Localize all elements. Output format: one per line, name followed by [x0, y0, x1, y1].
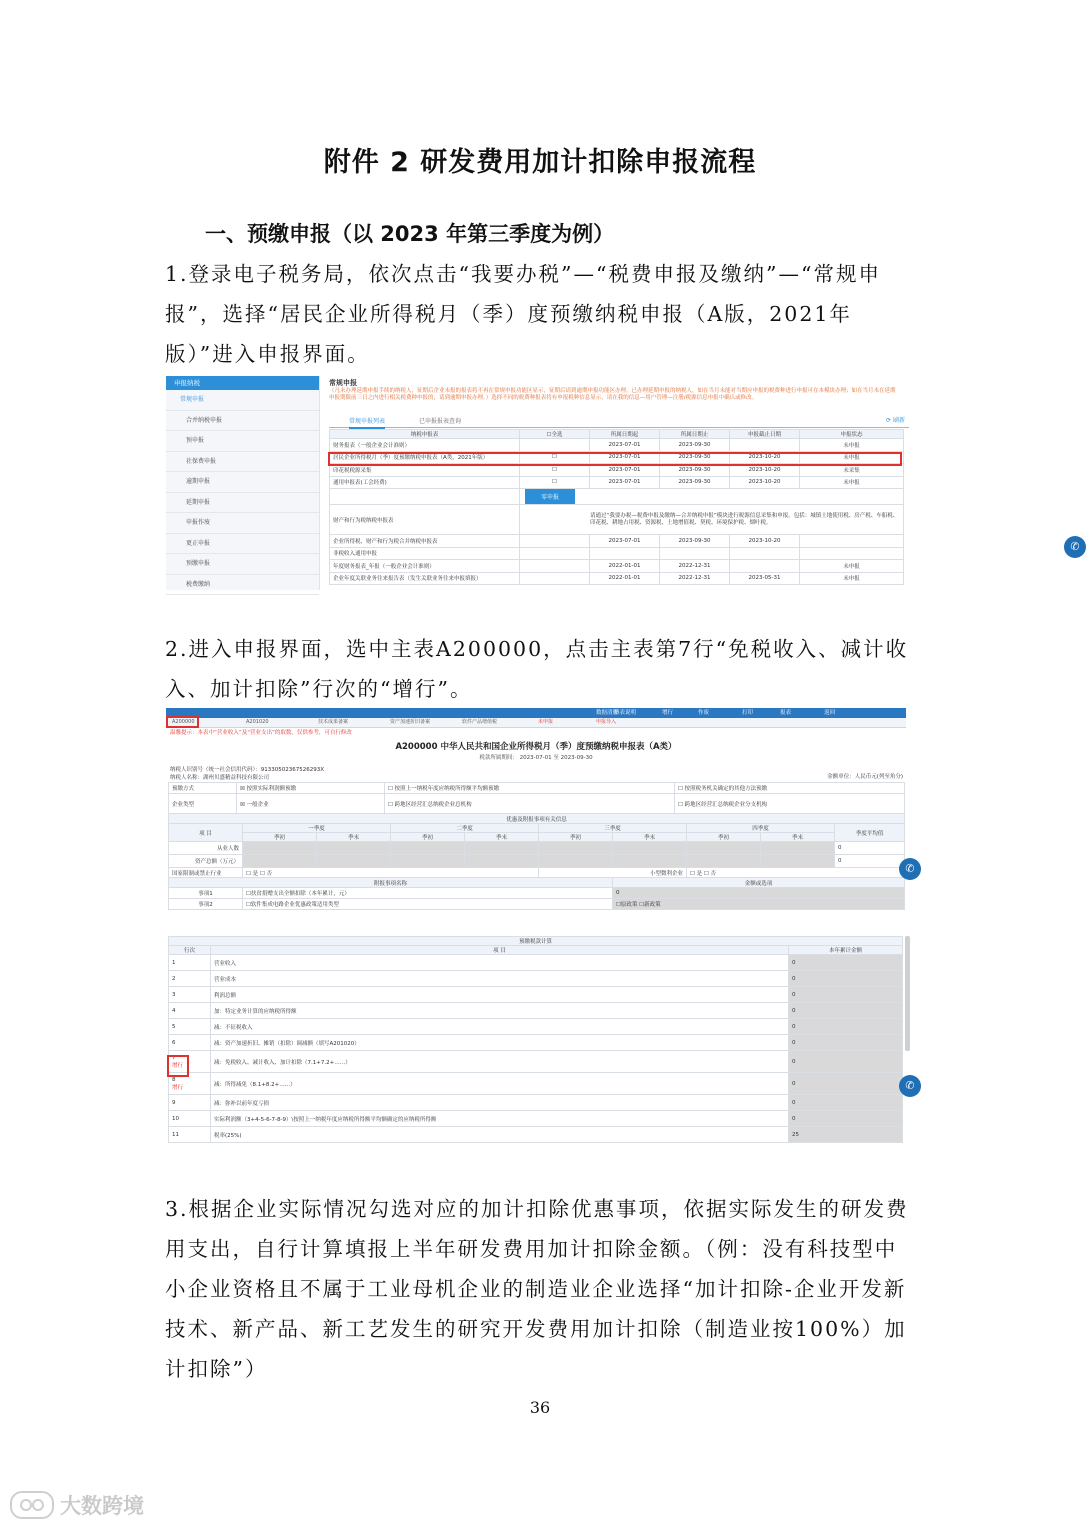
section-heading: 一、预缴申报（以 2023 年第三季度为例）	[205, 222, 615, 246]
value-cell[interactable]	[761, 855, 835, 868]
method-option-3[interactable]: ☐ 按照税务机关确定的其他方法预缴	[675, 783, 905, 794]
refresh-label: 刷新	[892, 417, 905, 424]
table-cell: 2022-12-31	[660, 560, 730, 573]
add-row-link[interactable]: 增行	[172, 1062, 184, 1069]
value-cell[interactable]	[317, 855, 391, 868]
value-cell[interactable]	[613, 842, 687, 855]
q1-header: 一季度	[243, 824, 391, 833]
main-panel	[319, 376, 1080, 590]
value-cell[interactable]	[687, 855, 761, 868]
watermark	[10, 1490, 144, 1520]
column-header: 纳税申报表	[330, 430, 520, 439]
sidebar-item[interactable]: 预申报	[166, 431, 319, 452]
restricted-no[interactable]: ☐ 否	[259, 870, 273, 877]
highlight-tab-box	[166, 716, 199, 728]
table-cell[interactable]	[520, 572, 590, 585]
toolbar-button[interactable]: 报表	[780, 710, 792, 716]
table-cell: 2023-07-01	[590, 464, 660, 477]
table-cell	[800, 547, 904, 560]
attach-name[interactable]: ☐软件集成电路企业优惠政策适用类型	[243, 899, 613, 910]
row-item: 营业收入	[211, 955, 789, 971]
help-float-icon[interactable]: ✆	[1064, 536, 1086, 558]
row-amount[interactable]: 0	[789, 1051, 903, 1073]
table-cell: 2023-05-31	[730, 572, 800, 585]
table-cell: 非税收入通用申报	[330, 547, 520, 560]
quarter-subcolumn: 季末	[761, 833, 835, 842]
table-row[interactable]	[169, 1003, 903, 1019]
row-number: 2	[172, 975, 176, 982]
table-cell	[730, 439, 800, 452]
sidebar-item[interactable]: 申报作废	[166, 513, 319, 534]
highlight-box	[328, 452, 902, 466]
type-label: 企业类型	[169, 794, 237, 814]
value-cell[interactable]	[613, 855, 687, 868]
row-amount[interactable]: 0	[789, 1095, 903, 1111]
table-row[interactable]	[169, 955, 903, 971]
refresh-link[interactable]: ⟳ 刷新	[886, 417, 905, 424]
row-amount[interactable]: 0	[789, 1111, 903, 1127]
table-cell: 企业年度关联业务往来报告表（发生关联业务往来申报填报）	[330, 572, 520, 585]
column-header: 申报状态	[800, 430, 904, 439]
form-period: 税款所属期间： 2023-07-01 至 2023-09-30	[479, 755, 593, 761]
item-header: 项 目	[169, 824, 243, 842]
row-item: 实际利润额（3+4-5-6-7-8-9）\按照上一纳税年度应纳税所得额平均额确定的应纳税所得额	[211, 1111, 789, 1127]
sidebar-item[interactable]: 逾期申报	[166, 472, 319, 493]
step-2-text: 2.进入申报界面，选中主表A200000，点击主表第7行“免税收入、减计收入、加计扣除”行次的“增行”。	[165, 637, 909, 701]
table-cell: 2022-01-01	[590, 560, 660, 573]
row-amount[interactable]: 25	[789, 1127, 903, 1143]
sidebar-item[interactable]: 社保费申报	[166, 452, 319, 473]
quarter-subcolumn: 季末	[465, 833, 539, 842]
column-header: 所属日期起	[590, 430, 660, 439]
table-row[interactable]	[330, 547, 904, 560]
combined-note: 请通过“我要办税—税费申报及缴纳—合并纳税申报”模块进行税源信息采集和申报。包括：城镇土地使用税、房产税、车船税、印花税、耕地占用税、资源税、土地增值税、契税、环境保护税、烟叶税。	[520, 505, 904, 535]
small-yes[interactable]: ☐ 是	[690, 870, 703, 877]
col-amount-header: 本年累计金额	[789, 946, 903, 955]
q2-header: 二季度	[391, 824, 539, 833]
form-tab[interactable]: A200000	[172, 719, 195, 725]
column-header: 所属日期止	[660, 430, 730, 439]
col-row-header: 行次	[169, 946, 211, 955]
row-number: 1	[172, 959, 176, 966]
sidebar-item[interactable]: 更正申报	[166, 534, 319, 555]
row-item: 加：特定业务计算的应纳税所得额	[211, 1003, 789, 1019]
help-float-icon[interactable]: ✆	[899, 858, 921, 880]
row-amount[interactable]: 0	[789, 1035, 903, 1051]
row-item: 减：所得减免（8.1+8.2+……）	[211, 1073, 789, 1095]
table-row[interactable]	[169, 1095, 903, 1111]
row-number-cell	[169, 987, 211, 1003]
table-row[interactable]	[169, 1019, 903, 1035]
page-title: 附件 2 研发费用加计扣除申报流程	[323, 147, 757, 178]
table-row[interactable]	[169, 971, 903, 987]
quarter-subcolumn: 季初	[391, 833, 465, 842]
table-cell[interactable]	[520, 547, 590, 560]
taxpayer-name: 纳税人名称：湖州贝盛精益科技有限公司	[170, 775, 270, 781]
warning-text: 温馨提示：本表中“营业收入”及“营业支出”的取数，仅供参考，可自行修改	[170, 730, 352, 736]
sidebar-header[interactable]: 申报纳税	[166, 376, 319, 390]
attach-label: 事项1	[169, 888, 243, 899]
row-number-cell	[169, 971, 211, 987]
row-label: 从业人数	[169, 842, 243, 855]
value-cell[interactable]	[761, 842, 835, 855]
form-tab[interactable]: 资产加速折旧备案	[390, 719, 431, 725]
toolbar	[166, 708, 906, 718]
table-cell[interactable]	[520, 439, 590, 452]
table-cell[interactable]	[520, 535, 590, 548]
small-label: 小型微利企业	[539, 868, 687, 878]
form-title: A200000 中华人民共和国企业所得税月（季）度预缴纳税申报表（A类）	[395, 742, 677, 752]
table-cell: 企业所得税、财产和行为税合并纳税申报表	[330, 535, 520, 548]
row-number-cell	[169, 1111, 211, 1127]
table-cell: 2023-07-01	[590, 451, 660, 464]
row-item: 减：弥补以前年度亏损	[211, 1095, 789, 1111]
quarter-subcolumn: 季初	[243, 833, 317, 842]
value-cell[interactable]	[243, 842, 317, 855]
basic-info-table	[168, 782, 905, 814]
row-label: 资产总额（万元）	[169, 855, 243, 868]
row-number: 4	[172, 1007, 176, 1014]
toolbar-button[interactable]: 填表说明	[614, 710, 637, 716]
table-row[interactable]	[330, 535, 904, 548]
table-cell	[730, 547, 800, 560]
row-number-cell	[169, 955, 211, 971]
value-cell[interactable]	[391, 842, 465, 855]
small-no[interactable]: ☐ 否	[703, 870, 717, 877]
table-cell: 2023-10-20	[730, 464, 800, 477]
sidebar	[166, 376, 320, 590]
table-cell[interactable]	[520, 560, 590, 573]
method-option-1[interactable]: ☒ 按照实际利润额预缴	[237, 783, 385, 794]
avg-value: 0	[835, 855, 905, 868]
attach-value[interactable]: 0	[613, 888, 905, 899]
table-cell: 2023-07-01	[590, 535, 660, 548]
row-number: 3	[172, 991, 176, 998]
add-row-highlight	[167, 1055, 189, 1077]
declaration-form-screenshot	[166, 708, 913, 1153]
tab-regular-list[interactable]: 常规申报列表	[349, 416, 385, 429]
calc-header: 预缴税款计算	[169, 937, 903, 946]
row-amount[interactable]: 0	[789, 955, 903, 971]
table-row[interactable]	[169, 1051, 903, 1073]
step-1-text: 1.登录电子税务局，依次点击“我要办税”—“税费申报及缴纳”—“常规申报”，选择“居民企业所得税月（季）度预缴纳税申报（A版，2021年版）”进入申报界面。	[165, 262, 881, 366]
sidebar-item[interactable]: 税费缴纳	[166, 575, 319, 596]
table-cell: 2023-09-30	[660, 476, 730, 489]
row-number-cell	[169, 1095, 211, 1111]
table-cell: 未申报	[800, 476, 904, 489]
table-cell: 2023-10-20	[730, 535, 800, 548]
panel-heading: 常规申报	[329, 379, 357, 387]
row-number: 8	[172, 1076, 176, 1083]
attach-header: 附报事项名称	[169, 878, 613, 888]
value-cell[interactable]	[465, 842, 539, 855]
column-header: 申报截止日期	[730, 430, 800, 439]
notice-text: （凡未办理延期申报手续的纳税人，征期后企业未报的报表将不再在常规申报功能区显示，征期后请到逾期申报功能区办理。已办理延期申报的纳税人，如在当月未能对当期应申报的税费种进行申报可在本模块办理；如在当月未在延期申报期限前三日之内进行相关税费种申报的，请到逾期申报办理。）选择不同的税费种报表将有申报税种信息显示，请在我的信息—用户管理—注册/税源信息申报中确认或修改。	[329, 388, 896, 401]
value-cell[interactable]	[539, 855, 613, 868]
table-cell	[660, 547, 730, 560]
preference-table	[168, 813, 905, 910]
method-label: 预缴方式	[169, 783, 237, 794]
method-option-2[interactable]: ☐ 按照上一纳税年度应纳税所得额平均额预缴	[385, 783, 675, 794]
quarter-subcolumn: 季末	[317, 833, 391, 842]
pref-header: 优惠及附报事项有关信息	[169, 814, 905, 824]
table-cell: 未申报	[800, 451, 904, 464]
row-item: 营业成本	[211, 971, 789, 987]
row-amount[interactable]: 0	[789, 971, 903, 987]
toolbar-button[interactable]: 数据清册	[596, 710, 619, 716]
value-cell[interactable]	[317, 842, 391, 855]
avg-value: 0	[835, 842, 905, 855]
table-cell: 未申报	[800, 572, 904, 585]
row-number: 9	[172, 1099, 176, 1106]
type-option-2[interactable]: ☐ 跨地区经营汇总纳税企业总机构	[385, 794, 675, 814]
form-tab[interactable]: 申报导入	[596, 719, 617, 725]
form-tab[interactable]: 技术成果备案	[318, 719, 349, 725]
row-amount[interactable]: 0	[789, 1019, 903, 1035]
table-cell: 未采集	[800, 464, 904, 477]
value-cell[interactable]	[391, 855, 465, 868]
table-cell	[800, 535, 904, 548]
taxpayer-id: 纳税人识别号（统一社会信用代码）：91330502367526293X	[170, 767, 325, 773]
scrollbar[interactable]	[905, 936, 910, 1051]
table-cell: 2023-09-30	[660, 535, 730, 548]
row-number-cell	[169, 1127, 211, 1143]
amount-unit: 金额单位：人民币元(列至角分)	[827, 774, 903, 780]
page-number: 36	[529, 1398, 551, 1417]
step-3-text: 3.根据企业实际情况勾选对应的加计扣除优惠事项，依据实际发生的研发费用支出，自行计算填报上半年研发费用加计扣除金额。（例：没有科技型中小企业资格且不属于工业母机企业的制造业企业选择“加计扣除-企业开发新技术、新产品、新工艺发生的研究开发费用加计扣除（制造业按100%）加计扣除”）	[165, 1197, 909, 1381]
zero-declare-button[interactable]: 零申报	[525, 489, 575, 504]
row-number: 7	[172, 1054, 176, 1061]
table-cell: 印花税税源采集	[330, 464, 520, 477]
toolbar-button[interactable]: 返回	[824, 710, 836, 716]
watermark-logo-icon	[10, 1491, 54, 1519]
table-row[interactable]	[169, 1035, 903, 1051]
table-row[interactable]	[330, 439, 904, 452]
form-tab[interactable]: 软件产品增值税	[462, 719, 498, 725]
attach-name[interactable]: ☐扶贫捐赠支出全额扣除（本年累计，元）	[243, 888, 613, 899]
table-cell: 财务报表（一般企业会计准则）	[330, 439, 520, 452]
table-cell: 2023-09-30	[660, 464, 730, 477]
add-row-link[interactable]: 增行	[172, 1084, 184, 1091]
form-tab[interactable]: A201020	[246, 719, 269, 725]
watermark-text: 大数跨境	[60, 1494, 144, 1518]
table-row[interactable]	[169, 1111, 903, 1127]
table-row[interactable]	[169, 1073, 903, 1095]
row-amount[interactable]: 0	[789, 987, 903, 1003]
table-cell: 未申报	[800, 560, 904, 573]
col-item-header: 项 目	[211, 946, 789, 955]
table-cell[interactable]: ☐	[520, 464, 590, 477]
table-cell: 未申报	[800, 439, 904, 452]
value-cell[interactable]	[539, 842, 613, 855]
table-row[interactable]	[169, 987, 903, 1003]
quarter-subcolumn: 季末	[613, 833, 687, 842]
row-item: 减：免税收入、减计收入、加计扣除（7.1+7.2+……）	[211, 1051, 789, 1073]
table-cell: 2023-09-30	[660, 439, 730, 452]
table-cell[interactable]: ☐	[520, 476, 590, 489]
sidebar-item[interactable]: 预缴申报	[166, 554, 319, 575]
tab-submitted-query[interactable]: 已申报报表查询	[419, 418, 462, 425]
row-number-cell	[169, 1035, 211, 1051]
table-cell: 居民企业所得税月（季）度预缴纳税申报表（A类，2021年版）	[330, 451, 520, 464]
table-cell: 2022-12-31	[660, 572, 730, 585]
row-item: 减：资产加速折旧、摊销（扣除）调减额（填写A201020）	[211, 1035, 789, 1051]
sidebar-item[interactable]: 延期申报	[166, 493, 319, 514]
help-float-icon-2[interactable]: ✆	[899, 1075, 921, 1097]
table-cell[interactable]: ☐	[520, 451, 590, 464]
row-number: 11	[172, 1131, 179, 1138]
toolbar-button[interactable]: 增行	[662, 710, 674, 716]
row-number: 10	[172, 1115, 179, 1122]
row-amount[interactable]: 0	[789, 1003, 903, 1019]
value-cell[interactable]	[465, 855, 539, 868]
column-header: ☐全选	[520, 430, 590, 439]
type-option-3[interactable]: ☐ 跨地区经营汇总纳税企业分支机构	[675, 794, 905, 814]
avg-header: 季度平均值	[835, 824, 905, 842]
table-cell: 2023-07-01	[590, 439, 660, 452]
q3-header: 三季度	[539, 824, 687, 833]
table-cell: 2023-09-30	[660, 451, 730, 464]
row-item: 减：不征税收入	[211, 1019, 789, 1035]
form-tab[interactable]: 未申报	[538, 719, 554, 725]
toolbar-button[interactable]: 作废	[698, 710, 710, 716]
table-row[interactable]	[330, 572, 904, 585]
table-row[interactable]	[330, 476, 904, 489]
table-cell: 2023-10-20	[730, 476, 800, 489]
attach-label: 事项2	[169, 899, 243, 910]
quarter-subcolumn: 季初	[539, 833, 613, 842]
table-cell	[590, 547, 660, 560]
table-row[interactable]	[169, 1127, 903, 1143]
type-option-1[interactable]: ☒ 一般企业	[237, 794, 385, 814]
row-item: 税率(25%)	[211, 1127, 789, 1143]
row-number: 6	[172, 1039, 176, 1046]
q4-header: 四季度	[687, 824, 835, 833]
table-cell: 通用申报表(工会经费)	[330, 476, 520, 489]
combined-label: 财产和行为税纳税申报表	[330, 505, 520, 535]
row-number-cell	[169, 1019, 211, 1035]
table-cell	[730, 560, 800, 573]
table-cell: 2023-07-01	[590, 476, 660, 489]
row-amount[interactable]: 0	[789, 1073, 903, 1095]
row-item: 利润总额	[211, 987, 789, 1003]
attach-value[interactable]: ☐原政策 ☐新政策	[613, 899, 905, 910]
quarter-subcolumn: 季初	[687, 833, 761, 842]
restricted-label: 国家限制或禁止行业	[169, 868, 243, 878]
table-cell: 2023-10-20	[730, 451, 800, 464]
toolbar-button[interactable]: 打印	[742, 710, 754, 716]
row-number: 5	[172, 1023, 176, 1030]
sidebar-item[interactable]: 合并纳税申报	[166, 411, 319, 432]
table-cell: 2022-01-01	[590, 572, 660, 585]
amount-header: 金额或选项	[613, 878, 905, 888]
table-row[interactable]	[330, 560, 904, 573]
tab-bar	[329, 416, 909, 428]
value-cell[interactable]	[243, 855, 317, 868]
calculation-table	[168, 936, 903, 1143]
form-tabs	[166, 718, 906, 728]
table-cell: 年度财务报表_年报（一般企业会计准则）	[330, 560, 520, 573]
tax-portal-screenshot	[166, 376, 1080, 590]
restricted-yes[interactable]: ☐ 是	[246, 870, 259, 877]
value-cell[interactable]	[687, 842, 761, 855]
sidebar-item[interactable]: 常规申报	[166, 390, 319, 411]
row-number-cell	[169, 1003, 211, 1019]
